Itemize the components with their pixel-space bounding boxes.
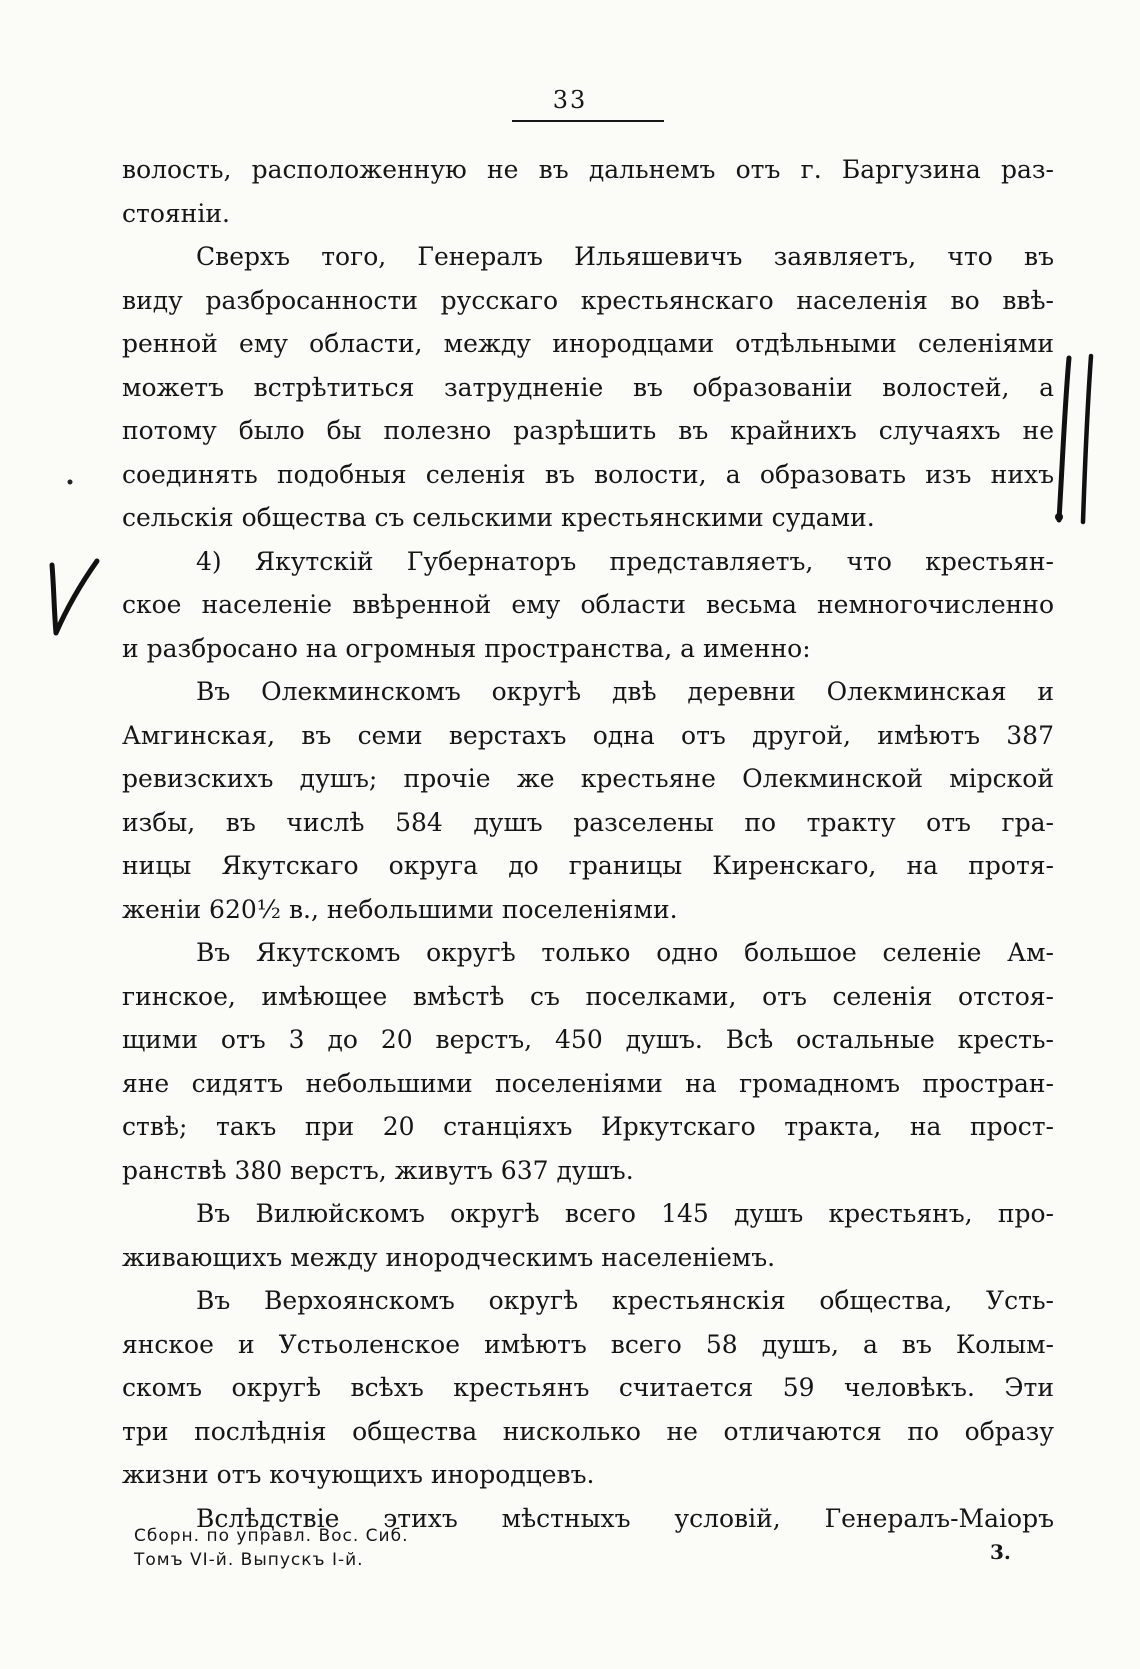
text-line-14: Амгинская, въ семи верстахъ одна отъ другой, имѣютъ 387 [122, 720, 1054, 750]
text-line-13: Въ Олекминскомъ округѣ двѣ деревни Олекминская и [196, 677, 1054, 706]
text-line-21: щими отъ 3 до 20 верстъ, 450 душъ. Всѣ остальные кресть- [122, 1025, 1054, 1054]
text-line-10: 4) Якутскій Губернаторъ представляетъ, что крестьян- [196, 546, 1054, 576]
margin-double-bar-mark [1045, 352, 1105, 527]
footer-signature: 3. [990, 1540, 1011, 1564]
text-line-25: Въ Вилюйскомъ округѣ всего 145 душъ крестьянъ, про- [196, 1199, 1054, 1228]
margin-check-mark [42, 555, 102, 640]
text-line-7: потому было бы полезно разрѣшить въ крайнихъ случаяхъ не [122, 416, 1054, 445]
text-line-32: Вслѣдствіе этихъ мѣстныхъ условій, Генералъ-Маіоръ [196, 1503, 1054, 1533]
footer-line-2: Томъ VI-й. Выпускъ I-й. [134, 1550, 364, 1570]
text-line-29: скомъ округѣ всѣхъ крестьянъ считается 59 человѣкъ. Эти [122, 1373, 1054, 1402]
header-rule [512, 120, 664, 122]
text-line-4: виду разбросанности русскаго крестьянскаго населенія во ввѣ- [122, 285, 1054, 315]
footer-line-1: Сборн. по управл. Вос. Сиб. [134, 1526, 409, 1546]
text-line-28: янское и Устьоленское имѣютъ всего 58 душъ, а въ Колым- [122, 1329, 1054, 1359]
text-line-6: можетъ встрѣтиться затрудненіе въ образованіи волостей, а [122, 372, 1054, 402]
text-line-23: ствѣ; такъ при 20 станціяхъ Иркутскаго тракта, на прост- [122, 1112, 1054, 1141]
text-line-20: гинское, имѣющее вмѣстѣ съ поселками, отъ селенія отстоя- [122, 981, 1054, 1011]
text-line-2: стояніи. [122, 198, 230, 228]
text-line-17: ницы Якутскаго округа до границы Киренскаго, на протя- [122, 851, 1054, 880]
text-line-8: соединять подобныя селенія въ волости, а образовать изъ нихъ [122, 459, 1054, 489]
text-line-9: сельскія общества съ сельскими крестьянскими судами. [122, 503, 875, 532]
text-line-22: яне сидятъ небольшими поселеніями на громадномъ простран- [122, 1068, 1054, 1098]
text-line-31: жизни отъ кочующихъ инородцевъ. [122, 1460, 595, 1489]
margin-dot-mark [64, 476, 76, 488]
footer-source [134, 1524, 409, 1572]
text-line-3: Сверхъ того, Генералъ Ильяшевичъ заявляетъ, что въ [196, 242, 1054, 271]
text-line-18: женіи 620½ в., небольшими поселеніями. [122, 894, 678, 924]
text-line-5: ренной ему области, между инородцами отдѣльными селеніями [122, 329, 1054, 358]
text-line-12: и разбросано на огромныя пространства, а именно: [122, 633, 811, 663]
page-number: 33 [552, 86, 588, 114]
text-line-26: живающихъ между инородческимъ населеніемъ. [122, 1242, 776, 1272]
text-line-15: ревизскихъ душъ; прочіе же крестьяне Олекминской мірской [122, 764, 1054, 793]
body-text [122, 148, 1054, 1540]
text-line-1: волость, расположенную не въ дальнемъ отъ г. Баргузина раз- [122, 155, 1054, 184]
text-line-30: три послѣднія общества нисколько не отличаются по образу [122, 1416, 1054, 1446]
text-line-16: избы, въ числѣ 584 душъ разселены по тракту отъ гра- [122, 807, 1054, 837]
text-line-11: ское населеніе ввѣренной ему области весьма немногочисленно [122, 590, 1054, 619]
text-line-27: Въ Верхоянскомъ округѣ крестьянскія общества, Усть- [196, 1286, 1054, 1315]
text-line-24: ранствѣ 380 верстъ, живутъ 637 душъ. [122, 1155, 634, 1185]
text-line-19: Въ Якутскомъ округѣ только одно большое селеніе Ам- [196, 938, 1054, 967]
